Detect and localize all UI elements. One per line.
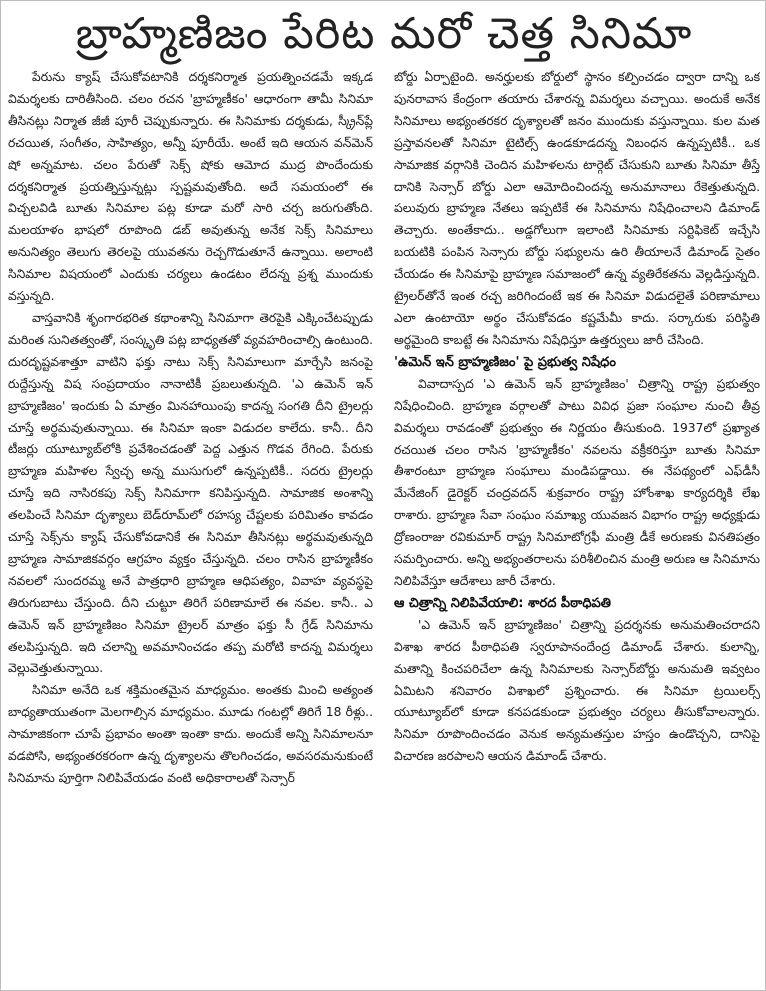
left-column [8, 67, 373, 987]
paragraph: పేరును క్యాష్ చేసుకోవటానికి దర్శకనిర్మాత ప్రయత్నించడమే ఇక్కడ విమర్శలకు దారితీసింది. చలం రచన 'బ్రాహ్మణీకం' ఆధారంగా తామీ సినిమా తీసినట్లు నిర్మాత జీజీ పూరీ చెప్పుకున్నారు. ఈ సినిమాకు దర్శకుడు, స్క్రీన్‌ప్లే రచయిత, సంగీతం, సాహిత్యం, అన్నీ పూరీయే. అంటే ఇది ఆయన వన్‌మెన్ షో అన్నమాట. చలం పేరుతో సెక్స్ షోకు ఆమోద ముద్ర పొందేందుకు దర్శకనిర్మాత ప్రయత్నిస్తున్నట్లు స్పష్టమవుతోంది. అదే సమయంలో ఈ విచ్చలవిడి బూతు సినిమాల పట్ల కూడా మరో సారి చర్చ జరుగుతోంది. మలయాళం భాషలో రూపొంది డబ్ అవుతున్న అనేక సెక్స్ సినిమాలు అనునిత్యం తెలుగు తెరలపై యువతను రెచ్చగొడుతూనే ఉన్నాయి. అలాంటి సినిమాల విషయంలో ఎందుకు చర్యలు ఉండటం లేదన్న ప్రశ్న ముందుకు వస్తున్నది. [8, 70, 373, 304]
paragraph: వాస్తవానికి శృంగారభరిత కథాంశాన్ని సినిమాగా తెరపైకి ఎక్కించేటప్పుడు మరింత సునితత్వంతో, సంస్కృతి పట్ల బాధ్యతతో వ్యవహరించాల్సి ఉంటుంది. దురదృష్టవశాత్తూ వాటిని ఫక్తు నాటు సెక్స్ సినిమాలుగా మార్చేసి జనంపై రుద్దేస్తున్న విష సంప్రదాయం నానాటికీ ప్రబలుతున్నది. 'ఎ ఉమెన్ ఇన్ బ్రాహ్మణిజం' ఇందుకు ఏ మాత్రం మినహాయింపు కాదన్న సంగతి దీని ట్రైలర్లు చూస్తే అర్థమవుతున్నాయి. ఈ సినిమా ఇంకా విడుదల కాలేదు. కానీ.. దీని టీజర్లు యూట్యూబ్‌లోకి ప్రవేశించడంతో పెద్ద ఎత్తున గొడవ రేగింది. పేరుకు బ్రాహ్మణ మహిళల స్వేచ్ఛ అన్న ముసుగులో ఉన్నప్పటికీ.. సదరు ట్రైలర్లు చూస్తే ఇది నాసిరకపు సెక్స్ సినిమాగా కనిపిస్తున్నది. సామాజిక అంశాన్ని తలపించే సినిమా దృశ్యాలు బెడ్‌రూమ్‌లో రహస్య చేష్టలకు పరిమితం కావడం చూస్తే సెక్స్‌ను క్యాష్ చేసుకోవడానికే ఈ సినిమా తీసినట్లు అర్థమవుతున్నది బ్రాహ్మణ సామాజికవర్గం ఆగ్రహం వ్యక్తం చేస్తున్నది. చలం రాసిన బ్రాహ్మణీకం నవలలో సుందరమ్మ అనే పాత్రధారి బ్రాహ్మణ ఆధిపత్యం, వివాహ వ్యవస్థపై తిరుగుబాటు చేస్తుంది. దీని చుట్టూ తిరిగే పరిణామాలే ఈ నవల. కానీ.. ఎ ఉమెన్ ఇన్ బ్రాహ్మణిజం సినిమా ట్రైలర్ మాత్రం ఫక్తు సీ గ్రేడ్ సినిమాను తలపిస్తున్నది. ఇది చలాన్ని అవమానించడం తప్ప మరోటి కాదన్న విమర్శలు వెల్లువెత్తుతున్నాయి. [8, 310, 373, 676]
right-column [394, 67, 760, 987]
headline: బ్రాహ్మణిజం పేరిట మరో చెత్త సినిమా [75, 9, 693, 59]
paragraph: సినిమా అనేది ఒక శక్తిమంతమైన మాధ్యమం. అంతకు మించి అత్యంత బాధ్యతాయుతంగా మెలగాల్సిన మాధ్యమం. మూడు గంటల్లో తిరిగే 18 రీళ్లు.. సామాజికంగా చూపే ప్రభావం అంతా ఇంతా కాదు. అందుకే అన్ని సినిమాలనూ వడపోసి, అభ్యంతరకరంగా ఉన్న దృశ్యాలను తొలగించడం, అవసరమనుకుంటే సినిమాను పూర్తిగా నిలిపివేయడం వంటి అధికారాలతో సెన్సార్ [8, 683, 373, 785]
paragraph-continued: బోర్డు ఏర్పాటైంది. అనర్హులకు బోర్డులో స్థానం కల్పించడం ద్వారా దాన్ని ఒక పునరావాస కేంద్రంగా తయారు చేశారన్న విమర్శలు వచ్చాయి. అందుకే అనేక సినిమాలు అభ్యంతరకర దృశ్యాలతో జనం ముందుకు వస్తున్నాయి. కుల మత ప్రస్తావనలతో సినిమా టైటిల్స్ ఉండకూడదన్న నిబంధన ఉన్నప్పటికీ.. ఒక సామాజిక వర్గానికి చెందిన మహిళలను టార్గెట్ చేసుకుని బూతు సినిమా తీస్తే దానికి సెన్సార్ బోర్డు ఎలా ఆమోదించిందన్న అనుమానాలు రేకెత్తుతున్నది. పలువురు బ్రాహ్మణ నేతలు ఇప్పటికే ఈ సినిమాను నిషేధించాలని డిమాండ్ తెచ్చారు. అంతేకాదు.. అడ్డగోలుగా ఇలాంటి సినిమాకు సర్టిఫికెట్ ఇచ్చేసి బయటికి పంపిన సెన్సారు బోర్డు సభ్యులను ఉరి తీయాలనే డిమాండ్ సైతం చేయడం ఈ సినిమాపై బ్రాహ్మణ సమాజంలో ఉన్న వ్యతిరేకతను వెల్లడిస్తున్నది. ట్రైలర్‌తోనే ఇంత రచ్చ జరిగిందంటే ఇక ఈ సినిమా విడుదలైతే పరిణామాలు ఎలా ఉంటాయో అర్థం చేసుకోవడం కష్టమేమీ కాదు. సర్కారుకు పరిస్థితి అర్థమైంది కాబట్టే ఈ సినిమాను నిషేధిస్తూ ఉత్తర్వులు జారీ చేసింది. [394, 70, 760, 347]
subheading-sarada-peetham: ఆ చిత్రాన్ని నిలిపివేయాలి: శారద పీఠాధిపతి [394, 595, 611, 611]
paragraph: 'ఎ ఉమెన్ ఇన్ బ్రాహ్మణిజం' చిత్రాన్ని ప్రదర్శనకు అనుమతించరాదని విశాఖ శారద పీఠాధిపతి స్వరూపానందేంద్ర డిమాండ్ చేశారు. కులాన్ని, మతాన్ని కించపరిచేలా ఉన్న సినిమాలకు సెన్సార్‌బోర్డు అనుమతి ఇవ్వటం ఏమిటని శనివారం విశాఖలో ప్రశ్నించారు. ఈ సినిమా ట్రయిలర్స్ యూట్యూబ్‌లో కూడా కనపడకుండా ప్రభుత్వం చర్యలు తీసుకోవాలన్నారు. సినిమా రూపొందించడం వెనుక అన్యమతస్తుల హస్తం ఉండొచ్చని, దానిపై విచారణ జరపాలని ఆయన డిమాండ్ చేశారు. [394, 617, 760, 764]
subheading-government-ban: 'ఉమెన్ ఇన్ బ్రాహ్మణిజం' పై ప్రభుత్వ నిషేధం [394, 354, 616, 370]
paragraph: వివాదాస్పద 'ఎ ఉమెన్ ఇన్ బ్రాహ్మణిజం' చిత్రాన్ని రాష్ట్ర ప్రభుత్వం నిషేధించింది. బ్రాహ్మణ వర్గాలతో పాటు వివిధ ప్రజా సంఘాల నుంచి తీవ్ర విమర్శలు రావడంతో ప్రభుత్వం ఈ నిర్ణయం తీసుకుంది. 1937లో ప్రఖ్యాత రచయిత చలం రాసిన 'బ్రాహ్మణీకం' నవలను వక్రీకరిస్తూ బూతు సినిమా తీశారంటూ బ్రాహ్మణ సంఘాలు మండిపడ్డాయి. ఈ నేపథ్యంలో ఎఫ్‌డీసీ మేనేజింగ్ డైరెక్టర్ చంద్రవదన్ శుక్రవారం రాష్ట్ర హోంశాఖ కార్యదర్శికి లేఖ రాశారు. బ్రాహ్మణ సేవా సంఘం సమాఖ్య యువజన విభాగం రాష్ట్ర అధ్యక్షుడు ద్రోణంరాజు రవికుమార్ రాష్ట్ర సినిమాటోగ్రఫీ మంత్రి డీకే అరుణకు వినతిపత్రం సమర్పించారు. అన్ని అభ్యంతరాలను పరిశీలించిన మంత్రి అరుణ ఆ సినిమాను నిలిపివేస్తూ ఆదేశాలు జారీ చేశారు. [394, 376, 760, 588]
